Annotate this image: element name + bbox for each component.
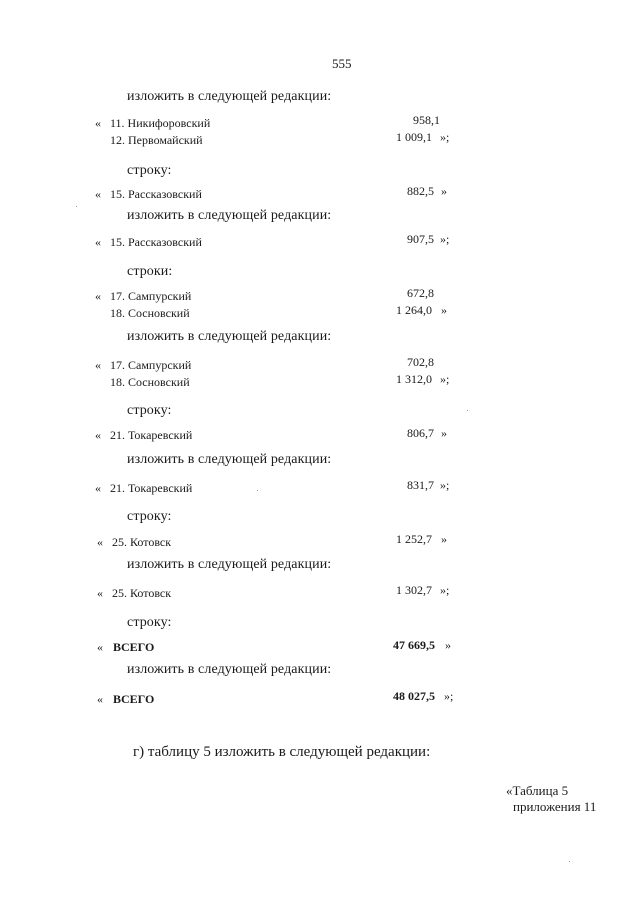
close-quote: »; (440, 372, 450, 386)
instruction-text: строку: (127, 403, 172, 418)
scan-speck (76, 206, 77, 207)
instruction-text: изложить в следующей редакции: (127, 329, 332, 344)
close-quote: »; (440, 232, 450, 246)
row-name: 17. Сампурский (110, 289, 192, 303)
close-quote: » (445, 638, 451, 652)
row-value: 882,5 (407, 184, 434, 198)
close-quote: » (441, 184, 447, 198)
close-quote: »; (440, 130, 450, 144)
instruction-text: строку: (127, 163, 172, 178)
instruction-text: строки: (127, 264, 173, 279)
instruction-text: изложить в следующей редакции: (127, 89, 332, 104)
row-value: 702,8 (407, 355, 434, 369)
row-value: 806,7 (407, 426, 434, 440)
close-quote: »; (444, 689, 454, 703)
open-quote: « (95, 235, 101, 249)
row-name: 21. Токаревский (110, 481, 193, 495)
row-name: 18. Сосновский (110, 375, 190, 389)
instruction-text: изложить в следующей редакции: (127, 208, 332, 223)
row-value: 1 252,7 (396, 532, 432, 546)
table-caption: «Таблица 5 (506, 783, 569, 798)
row-value: 907,5 (407, 232, 434, 246)
close-quote: »; (440, 478, 450, 492)
open-quote: « (95, 289, 101, 303)
row-value: 1 302,7 (396, 583, 432, 597)
row-value: 1 264,0 (396, 303, 432, 317)
row-name: 25. Котовск (112, 586, 172, 600)
row-value: 1 009,1 (396, 130, 432, 144)
close-quote: » (441, 532, 447, 546)
row-value: 958,1 (413, 113, 440, 127)
open-quote: « (95, 116, 101, 130)
total-value: 47 669,5 (393, 638, 435, 652)
instruction-text: изложить в следующей редакции: (127, 662, 332, 677)
total-value: 48 027,5 (393, 689, 435, 703)
row-name: 17. Сампурский (110, 358, 192, 372)
row-name: 12. Первомайский (110, 133, 203, 147)
row-name: 15. Рассказовский (110, 235, 202, 249)
close-quote: »; (440, 583, 450, 597)
scan-speck (257, 490, 258, 491)
instruction-text: изложить в следующей редакции: (127, 557, 332, 572)
open-quote: « (97, 586, 103, 600)
row-name: 15. Рассказовский (110, 187, 202, 201)
total-label: ВСЕГО (113, 640, 155, 654)
row-name: 21. Токаревский (110, 428, 193, 442)
open-quote: « (97, 692, 103, 706)
scan-speck (569, 861, 570, 862)
row-name: 18. Сосновский (110, 306, 190, 320)
instruction-text: строку: (127, 509, 172, 524)
row-value: 672,8 (407, 286, 434, 300)
open-quote: « (95, 481, 101, 495)
table-caption-appendix: приложения 11 (513, 799, 597, 814)
row-name: 11. Никифоровский (110, 116, 211, 130)
close-quote: » (441, 426, 447, 440)
open-quote: « (97, 535, 103, 549)
close-quote: » (441, 303, 447, 317)
open-quote: « (95, 428, 101, 442)
open-quote: « (97, 640, 103, 654)
row-value: 1 312,0 (396, 372, 432, 386)
instruction-text: изложить в следующей редакции: (127, 452, 332, 467)
open-quote: « (95, 358, 101, 372)
open-quote: « (95, 187, 101, 201)
row-value: 831,7 (407, 478, 434, 492)
row-name: 25. Котовск (112, 535, 172, 549)
total-label: ВСЕГО (113, 692, 155, 706)
item-g-text: г) таблицу 5 изложить в следующей редакции: (133, 744, 431, 760)
page-number: 555 (332, 56, 352, 71)
instruction-text: строку: (127, 615, 172, 630)
scan-speck (467, 410, 468, 411)
